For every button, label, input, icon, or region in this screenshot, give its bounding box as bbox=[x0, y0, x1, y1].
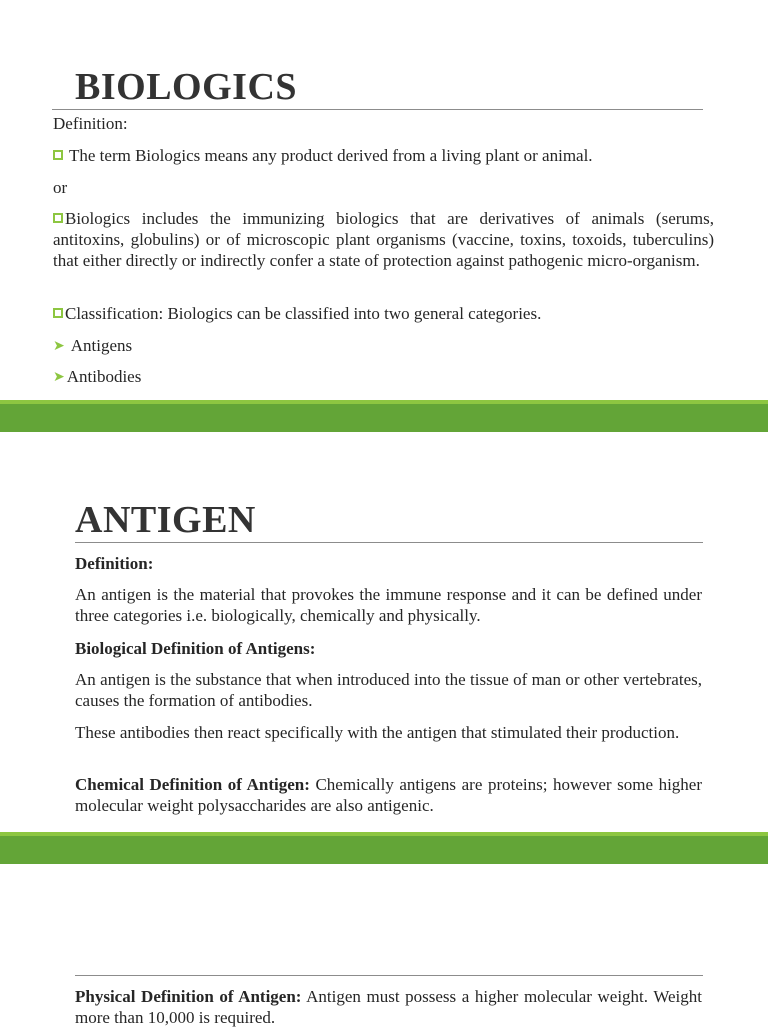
separator-bar bbox=[0, 404, 768, 432]
definition-heading: Definition: bbox=[75, 554, 154, 573]
arrow-bullet-icon: ➤ bbox=[53, 369, 65, 385]
hollow-square-bullet-icon bbox=[53, 150, 63, 160]
chemical-definition-text: Chemically antigens are proteins; however some higher molecular weight polysaccharides are also antigenic. bbox=[75, 775, 702, 815]
or-label: or bbox=[53, 178, 68, 197]
bullet-text: Biologics includes the immunizing biologics that are derivatives of animals (serums, antitoxins, globulins) or of microscopic plant organisms (vaccine, toxins, toxoids, tuberculins) that either directly or indirectly confer a state of protection against pathogenic micro-organism. bbox=[53, 209, 714, 270]
bullet-item bbox=[53, 303, 713, 324]
slide-title: BIOLOGICS bbox=[75, 66, 298, 108]
slide-antigen bbox=[0, 432, 768, 832]
physical-definition-text: Antigen must possess a higher molecular weight. Weight more than 10,000 is required. bbox=[75, 987, 702, 1027]
bullet-text: The term Biologics means any product derived from a living plant or animal. bbox=[69, 146, 593, 165]
arrow-bullet-icon: ➤ bbox=[53, 338, 65, 354]
biological-definition-text: An antigen is the substance that when introduced into the tissue of man or other vertebrates, causes the formation of antibodies. bbox=[75, 670, 702, 710]
title-underline bbox=[52, 109, 703, 110]
definition-text: An antigen is the material that provokes the immune response and it can be defined under three categories i.e. biologically, chemically and physically. bbox=[75, 585, 702, 625]
sub-item-text: Antigens bbox=[70, 336, 133, 355]
biological-definition-heading: Biological Definition of Antigens: bbox=[75, 639, 316, 658]
title-underline bbox=[75, 542, 703, 543]
sub-item-text: Antibodies bbox=[66, 367, 142, 386]
slide-separator bbox=[0, 400, 768, 432]
slide-separator bbox=[0, 832, 768, 864]
sub-item bbox=[53, 335, 132, 357]
title-underline bbox=[75, 975, 703, 976]
definition-label: Definition: bbox=[53, 114, 128, 133]
chemical-definition-heading: Chemical Definition of Antigen: bbox=[75, 775, 310, 794]
physical-definition-heading: Physical Definition of Antigen: bbox=[75, 987, 302, 1006]
separator-bar bbox=[0, 836, 768, 864]
slide-biologics bbox=[0, 0, 768, 400]
hollow-square-bullet-icon bbox=[53, 308, 63, 318]
biological-definition-text-2: These antibodies then react specifically with the antigen that stimulated their production. bbox=[75, 723, 680, 742]
physical-definition bbox=[75, 986, 702, 1028]
sub-item bbox=[53, 366, 141, 388]
slide-physical-definition bbox=[0, 864, 768, 1027]
bullet-text: Classification: Biologics can be classified into two general categories. bbox=[65, 304, 542, 323]
bullet-item bbox=[53, 208, 714, 271]
bullet-item bbox=[53, 145, 713, 166]
chemical-definition bbox=[75, 774, 702, 816]
hollow-square-bullet-icon bbox=[53, 213, 63, 223]
slide-title: ANTIGEN bbox=[75, 499, 256, 541]
